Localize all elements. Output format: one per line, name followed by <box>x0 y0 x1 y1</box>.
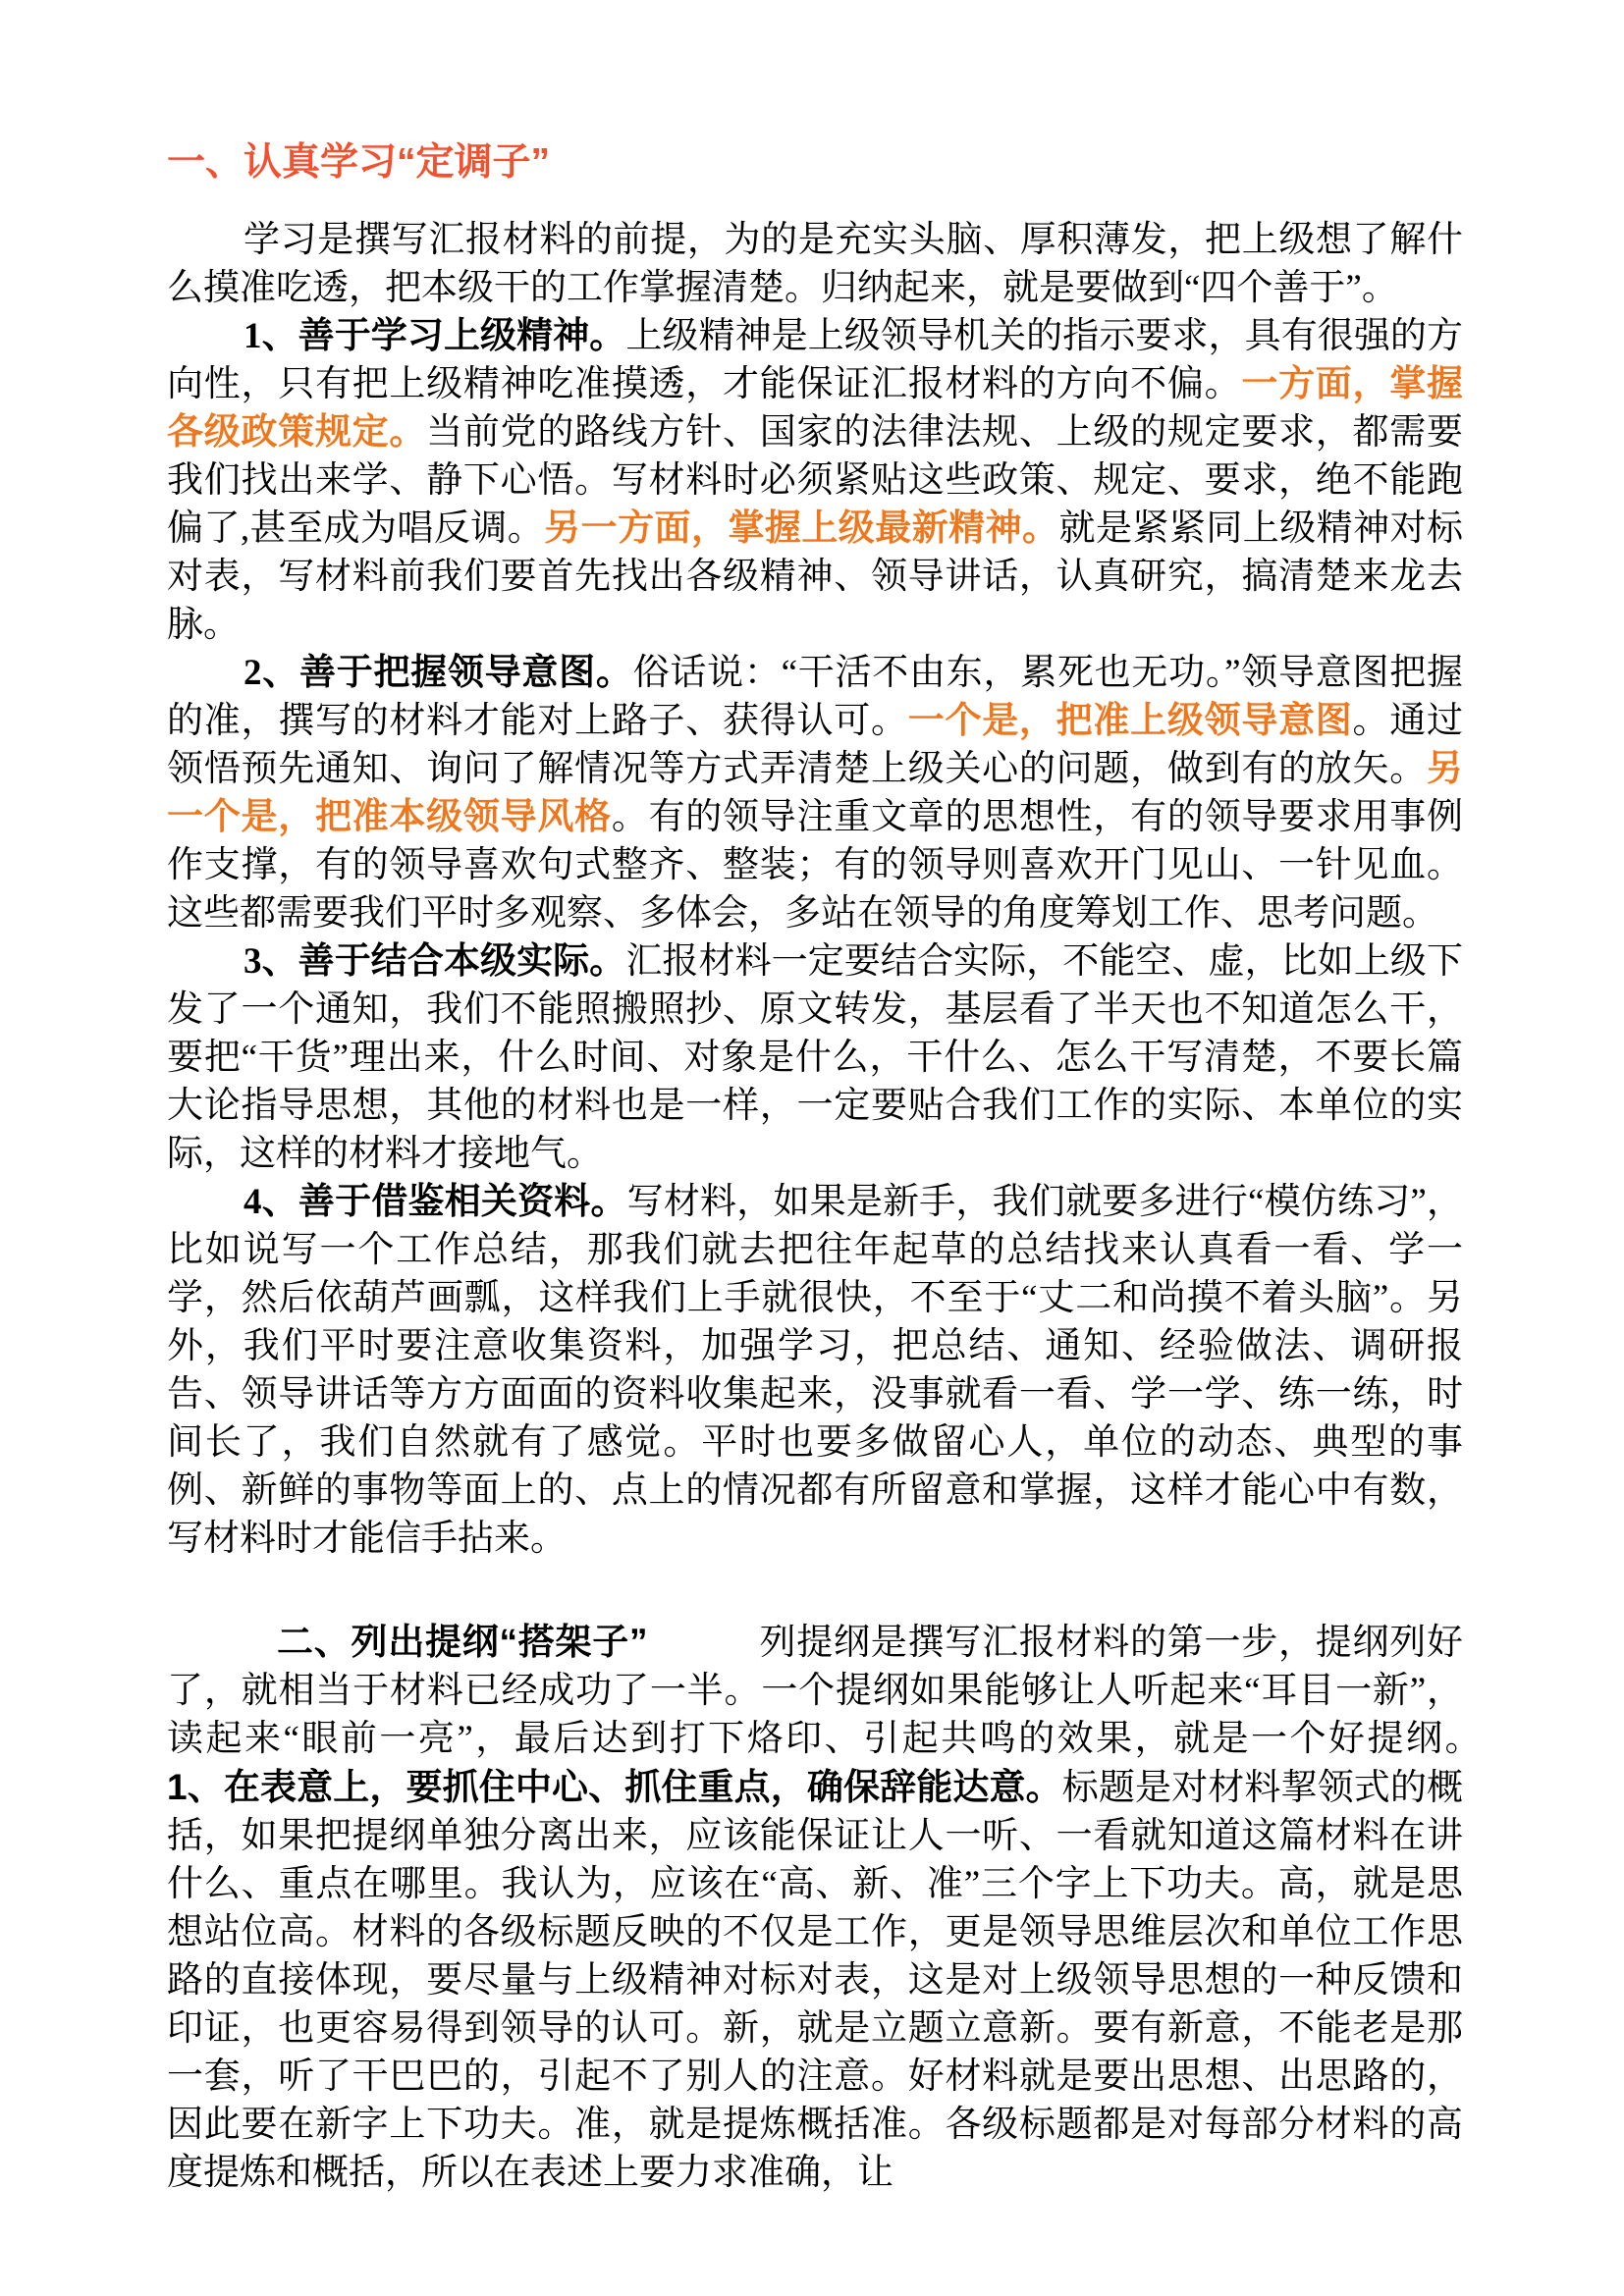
sub-heading-inline: 1、在表意上，要抓住中心、抓住重点，确保辞能达意。 <box>167 1767 1062 1807</box>
text-run: 学习是撰写汇报材料的前提，为的是充实头脑、厚积薄发，把上级想了解什么摸准吃透，把本级干的工作掌握清楚。归纳起来，就是要做到“四个善于”。 <box>167 220 1463 308</box>
paragraph-point-1 <box>167 312 1463 649</box>
text-run: 列提纲是撰写汇报材料的第一步，提纲列好了，就相当于材料已经成功了一半。一个提纲如果能够让人听起来“耳目一新”，读起来“眼前一亮”，最后达到打下烙印、引起共鸣的效果，就是一个好提纲。 <box>167 1623 1536 1759</box>
text-run: 标题是对材料挈领式的概括，如果把提纲单独分离出来，应该能保证让人一听、一看就知道这篇材料在讲什么、重点在哪里。我认为，应该在“高、新、准”三个字上下功夫。高，就是思想站位高。材料的各级标题反映的不仅是工作，更是领导思维层次和单位工作思路的直接体现，要尽量与上级精神对标对表，这是对上级领导思想的一种反馈和印证，也更容易得到领导的认可。新，就是立题立意新。要有新意，不能老是那一套，听了干巴巴的，引起不了别人的注意。好材料就是要出思想、出思路的，因此要在新字上下功夫。准，就是提炼概括准。各级标题都是对每部分材料的高度提炼和概括，所以在表述上要力求准确，让 <box>167 1768 1463 2193</box>
text-run: 写材料，如果是新手，我们就要多进行“模仿练习”，比如说写一个工作总结，那我们就去把往年起草的总结找来认真看一看、学一学，然后依葫芦画瓢，这样我们上手就很快，不至于“丈二和尚摸不着头脑”。另外，我们平时要注意收集资料，加强学习，把总结、通知、经验做法、调研报告、领导讲话等方方面面的资料收集起来，没事就看一看、学一学、练一练，时间长了，我们自然就有了感觉。平时也要多做留心人，单位的动态、典型的事例、新鲜的事物等面上的、点上的情况都有所留意和掌握，这样才能心中有数，写材料时才能信手拈来。 <box>167 1182 1464 1559</box>
paragraph-point-3 <box>167 937 1463 1178</box>
text-run-highlight: 一个是，把准上级领导意图 <box>907 701 1353 741</box>
text-run-bold: 3、善于结合本级实际。 <box>244 941 626 982</box>
paragraph-section-2 <box>167 1618 1536 2197</box>
text-run-bold: 2、善于把握领导意图。 <box>244 653 633 693</box>
text-run: 就是紧紧同上级精神对标对表，写材料前我们要首先找出各级精神、领导讲话，认真研究，搞清楚来龙去脉。 <box>167 508 1464 645</box>
text-run-bold: 1、善于学习上级精神。 <box>244 316 626 356</box>
text-run: 上级精神是上级领导机关的指示要求，具有很强的方向性，只有把上级精神吃准摸透，才能保证汇报材料的方向不偏。 <box>167 316 1464 404</box>
paragraph-point-2 <box>167 649 1463 937</box>
paragraph-intro <box>167 216 1463 312</box>
paragraph-point-4 <box>167 1178 1463 1563</box>
text-run: 俗话说：“干活不由东，累死也无功。”领导意图把握的准，撰写的材料才能对上路子、获得认可。 <box>167 653 1464 741</box>
text-run-bold: 4、善于借鉴相关资料。 <box>244 1182 627 1222</box>
text-run: 当前党的路线方针、国家的法律法规、上级的规定要求，都需要我们找出来学、静下心悟。写材料时必须紧贴这些政策、规定、要求，绝不能跑偏了,甚至成为唱反调。 <box>167 412 1464 549</box>
text-run: 。有的领导注重文章的思想性，有的领导要求用事例作支撑，有的领导喜欢句式整齐、整装；有的领导则喜欢开门见山、一针见血。这些都需要我们平时多观察、多体会，多站在领导的角度筹划工作、思考问题。 <box>167 797 1464 934</box>
text-run-highlight: 另一个是，把准本级领导风格 <box>167 749 1463 837</box>
text-run-highlight: 另一方面，掌握上级最新精神。 <box>544 508 1059 549</box>
section-2-heading-inline: 二、列出提纲“搭架子” <box>277 1622 648 1662</box>
text-run: 。通过领悟预先通知、询问了解情况等方式弄清楚上级关心的问题，做到有的放矢。 <box>167 701 1464 789</box>
text-run: 汇报材料一定要结合实际，不能空、虚，比如上级下发了一个通知，我们不能照搬照抄、原文转发，基层看了半天也不知道怎么干，要把“干货”理出来，什么时间、对象是什么，干什么、怎么干写清楚，不要长篇大论指导思想，其他的材料也是一样，一定要贴合我们工作的实际、本单位的实际，这样的材料才接地气。 <box>167 941 1464 1174</box>
text-run-highlight: 一方面，掌握各级政策规定。 <box>167 364 1464 453</box>
section-1-heading: 一、认真学习“定调子” <box>167 141 551 184</box>
